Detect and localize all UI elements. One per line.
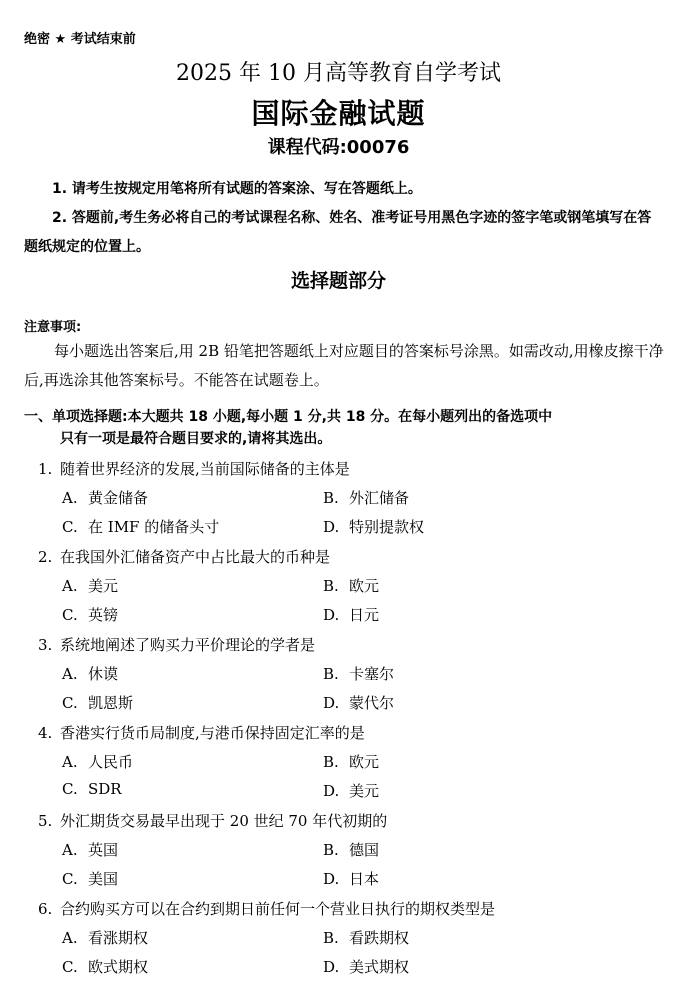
option-text: SDR [88, 780, 122, 798]
option-text: 日元 [349, 606, 380, 624]
question-number: 3. [38, 636, 53, 654]
option-text: 外汇储备 [349, 489, 410, 507]
course-code: 课程代码:00076 [267, 137, 410, 158]
question-text: 随着世界经济的发展,当前国际储备的主体是 [60, 460, 350, 478]
option-letter: D. [323, 782, 340, 800]
option-letter: C. [62, 694, 78, 712]
option-text: 黄金储备 [88, 489, 149, 507]
option-text: 欧元 [349, 577, 380, 595]
question-text: 外汇期货交易最早出现于 20 世纪 70 年代初期的 [60, 812, 388, 830]
question-1 [38, 458, 350, 479]
question-number: 4. [38, 724, 53, 742]
option-letter: C. [62, 958, 78, 976]
option-text: 凯恩斯 [88, 694, 134, 712]
option-text: 德国 [349, 841, 380, 859]
option-letter: B. [323, 665, 339, 683]
option-letter: A. [62, 929, 78, 947]
option-letter: B. [323, 929, 339, 947]
option-letter: B. [323, 577, 339, 595]
question-text: 香港实行货币局制度,与港币保持固定汇率的是 [60, 724, 365, 742]
option-c [62, 516, 219, 537]
option-letter: C. [62, 606, 78, 624]
question-text: 合约购买方可以在合约到期日前任何一个营业日执行的期权类型是 [60, 900, 496, 918]
option-d [323, 956, 409, 977]
question-6 [38, 898, 495, 919]
option-d [323, 692, 394, 713]
option-a [62, 487, 148, 508]
option-a [62, 663, 118, 684]
option-text: 美元 [88, 577, 119, 595]
question-5 [38, 810, 387, 831]
option-letter: C. [62, 518, 78, 536]
question-4 [38, 722, 365, 743]
option-text: 特别提款权 [349, 518, 425, 536]
option-text: 欧式期权 [88, 958, 149, 976]
option-a [62, 839, 118, 860]
option-a [62, 575, 118, 596]
option-d [323, 604, 379, 625]
option-c [62, 868, 118, 889]
option-letter: C. [62, 870, 78, 888]
option-letter: B. [323, 489, 339, 507]
question-number: 5. [38, 812, 53, 830]
exam-title: 2025 年 10 月高等教育自学考试 [176, 61, 501, 86]
option-c [62, 956, 148, 977]
subject-title: 国际金融试题 [251, 97, 426, 130]
option-text: 人民币 [88, 753, 134, 771]
part-one-line1: 一、单项选择题:本大题共 18 小题,每小题 1 分,共 18 分。在每小题列出的备选项中 [24, 409, 553, 425]
option-d [323, 516, 424, 537]
confidential-mark: 绝密 ★ 考试结束前 [24, 32, 136, 47]
option-letter: D. [323, 606, 340, 624]
option-letter: D. [323, 870, 340, 888]
question-number: 2. [38, 548, 53, 566]
question-3 [38, 634, 315, 655]
option-c [62, 692, 133, 713]
option-b [323, 839, 379, 860]
option-b [323, 663, 394, 684]
option-letter: A. [62, 577, 78, 595]
option-letter: D. [323, 958, 340, 976]
part-one-line2: 只有一项是最符合题目要求的,请将其选出。 [60, 431, 332, 447]
option-b [323, 751, 379, 772]
option-text: 日本 [349, 870, 380, 888]
option-a [62, 751, 133, 772]
option-text: 美式期权 [349, 958, 410, 976]
option-c [62, 780, 122, 798]
option-a [62, 927, 148, 948]
option-letter: D. [323, 518, 340, 536]
option-b [323, 927, 409, 948]
question-text: 系统地阐述了购买力平价理论的学者是 [60, 636, 316, 654]
option-letter: B. [323, 841, 339, 859]
option-letter: D. [323, 694, 340, 712]
option-text: 看涨期权 [88, 929, 149, 947]
option-letter: A. [62, 841, 78, 859]
option-letter: B. [323, 753, 339, 771]
section-title: 选择题部分 [290, 270, 386, 292]
option-text: 休谟 [88, 665, 119, 683]
option-d [323, 780, 379, 801]
question-number: 6. [38, 900, 53, 918]
option-text: 看跌期权 [349, 929, 410, 947]
option-c [62, 604, 118, 625]
option-text: 在 IMF 的储备头寸 [88, 518, 220, 536]
option-text: 美元 [349, 782, 380, 800]
option-text: 英镑 [88, 606, 119, 624]
option-letter: C. [62, 780, 78, 798]
option-b [323, 487, 409, 508]
option-text: 卡塞尔 [349, 665, 395, 683]
option-text: 欧元 [349, 753, 380, 771]
question-2 [38, 546, 330, 567]
question-number: 1. [38, 460, 53, 478]
option-text: 蒙代尔 [349, 694, 395, 712]
option-b [323, 575, 379, 596]
instruction-2: 2. 答题前,考生务必将自己的考试课程名称、姓名、准考证号用黑色字迹的签字笔或钢笔填写在答题纸规定的位置上。 [24, 210, 652, 255]
notes-text: 每小题选出答案后,用 2B 铅笔把答题纸上对应题目的答案标号涂黑。如需改动,用橡皮擦干净后,再选涂其他答案标号。不能答在试题卷上。 [24, 342, 664, 389]
option-text: 美国 [88, 870, 119, 888]
part-one-heading [24, 406, 664, 450]
option-text: 英国 [88, 841, 119, 859]
option-letter: A. [62, 753, 78, 771]
option-letter: A. [62, 489, 78, 507]
notes-heading: 注意事项: [24, 320, 82, 335]
option-letter: A. [62, 665, 78, 683]
instruction-1: 1. 请考生按规定用笔将所有试题的答案涂、写在答题纸上。 [52, 181, 422, 197]
option-d [323, 868, 379, 889]
question-text: 在我国外汇储备资产中占比最大的币种是 [60, 548, 331, 566]
